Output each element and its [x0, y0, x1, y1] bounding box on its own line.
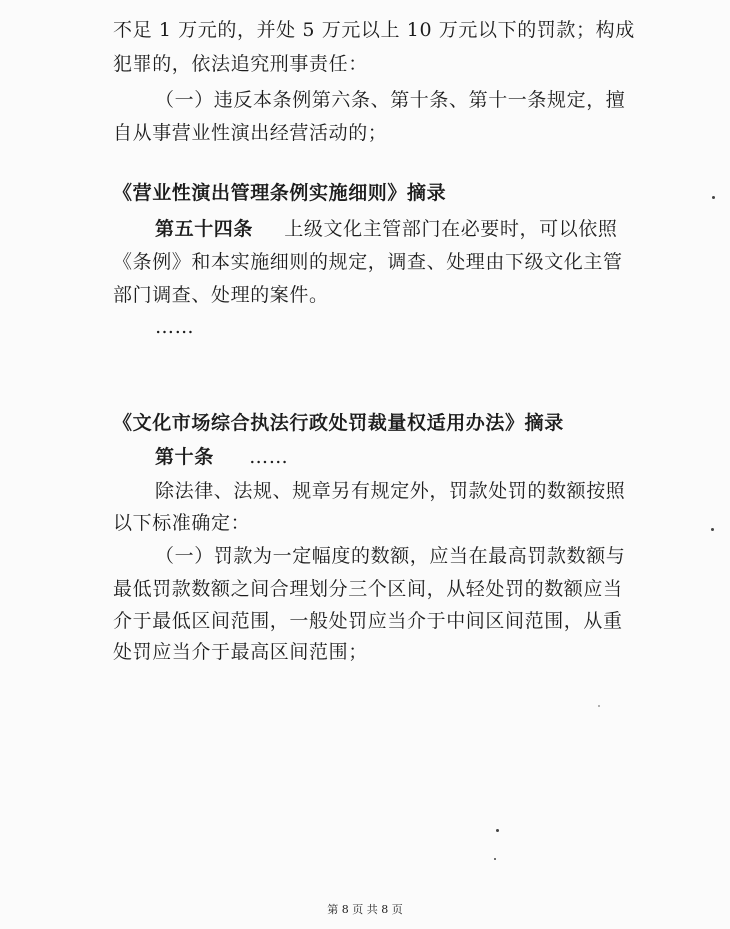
paragraph-line: 处罚应当介于最高区间范围； — [113, 641, 368, 663]
scan-speck — [711, 528, 714, 531]
scan-speck — [494, 858, 496, 860]
article-label: 第十条 — [155, 446, 214, 468]
paragraph-line: 自从事营业性演出经营活动的； — [113, 122, 388, 144]
ellipsis: …… — [155, 316, 195, 338]
paragraph-line: 最低罚款数额之间合理划分三个区间，从轻处罚的数额应当 — [113, 578, 623, 600]
page-number: 第 8 页 共 8 页 — [327, 903, 403, 916]
scan-speck — [496, 829, 499, 832]
paragraph-line: 部门调查、处理的案件。 — [113, 284, 329, 306]
paragraph-line: （一）违反本条例第六条、第十条、第十一条规定，擅 — [155, 89, 626, 111]
article-text: 上级文化主管部门在必要时，可以依照 — [284, 218, 618, 240]
paragraph-line: 不足 1 万元的，并处 5 万元以上 10 万元以下的罚款；构成 — [113, 19, 635, 41]
section-title: 《文化市场综合执法行政处罚裁量权适用办法》摘录 — [113, 412, 564, 434]
ellipsis: …… — [249, 446, 289, 468]
paragraph-line: 以下标准确定： — [113, 512, 251, 534]
scan-speck — [598, 705, 600, 707]
article-label: 第五十四条 — [155, 218, 254, 240]
paragraph-line: 介于最低区间范围，一般处罚应当介于中间区间范围，从重 — [113, 610, 623, 632]
section-title: 《营业性演出管理条例实施细则》摘录 — [113, 182, 447, 204]
paragraph-line: 除法律、法规、规章另有规定外，罚款处罚的数额按照 — [155, 480, 626, 502]
scan-speck — [712, 196, 715, 199]
article-line — [155, 213, 633, 245]
article-line — [155, 441, 633, 473]
paragraph-line: 《条例》和本实施细则的规定，调查、处理由下级文化主管 — [113, 251, 623, 273]
paragraph-line: （一）罚款为一定幅度的数额，应当在最高罚款数额与 — [155, 545, 626, 567]
paragraph-line: 犯罪的，依法追究刑事责任： — [113, 53, 368, 75]
